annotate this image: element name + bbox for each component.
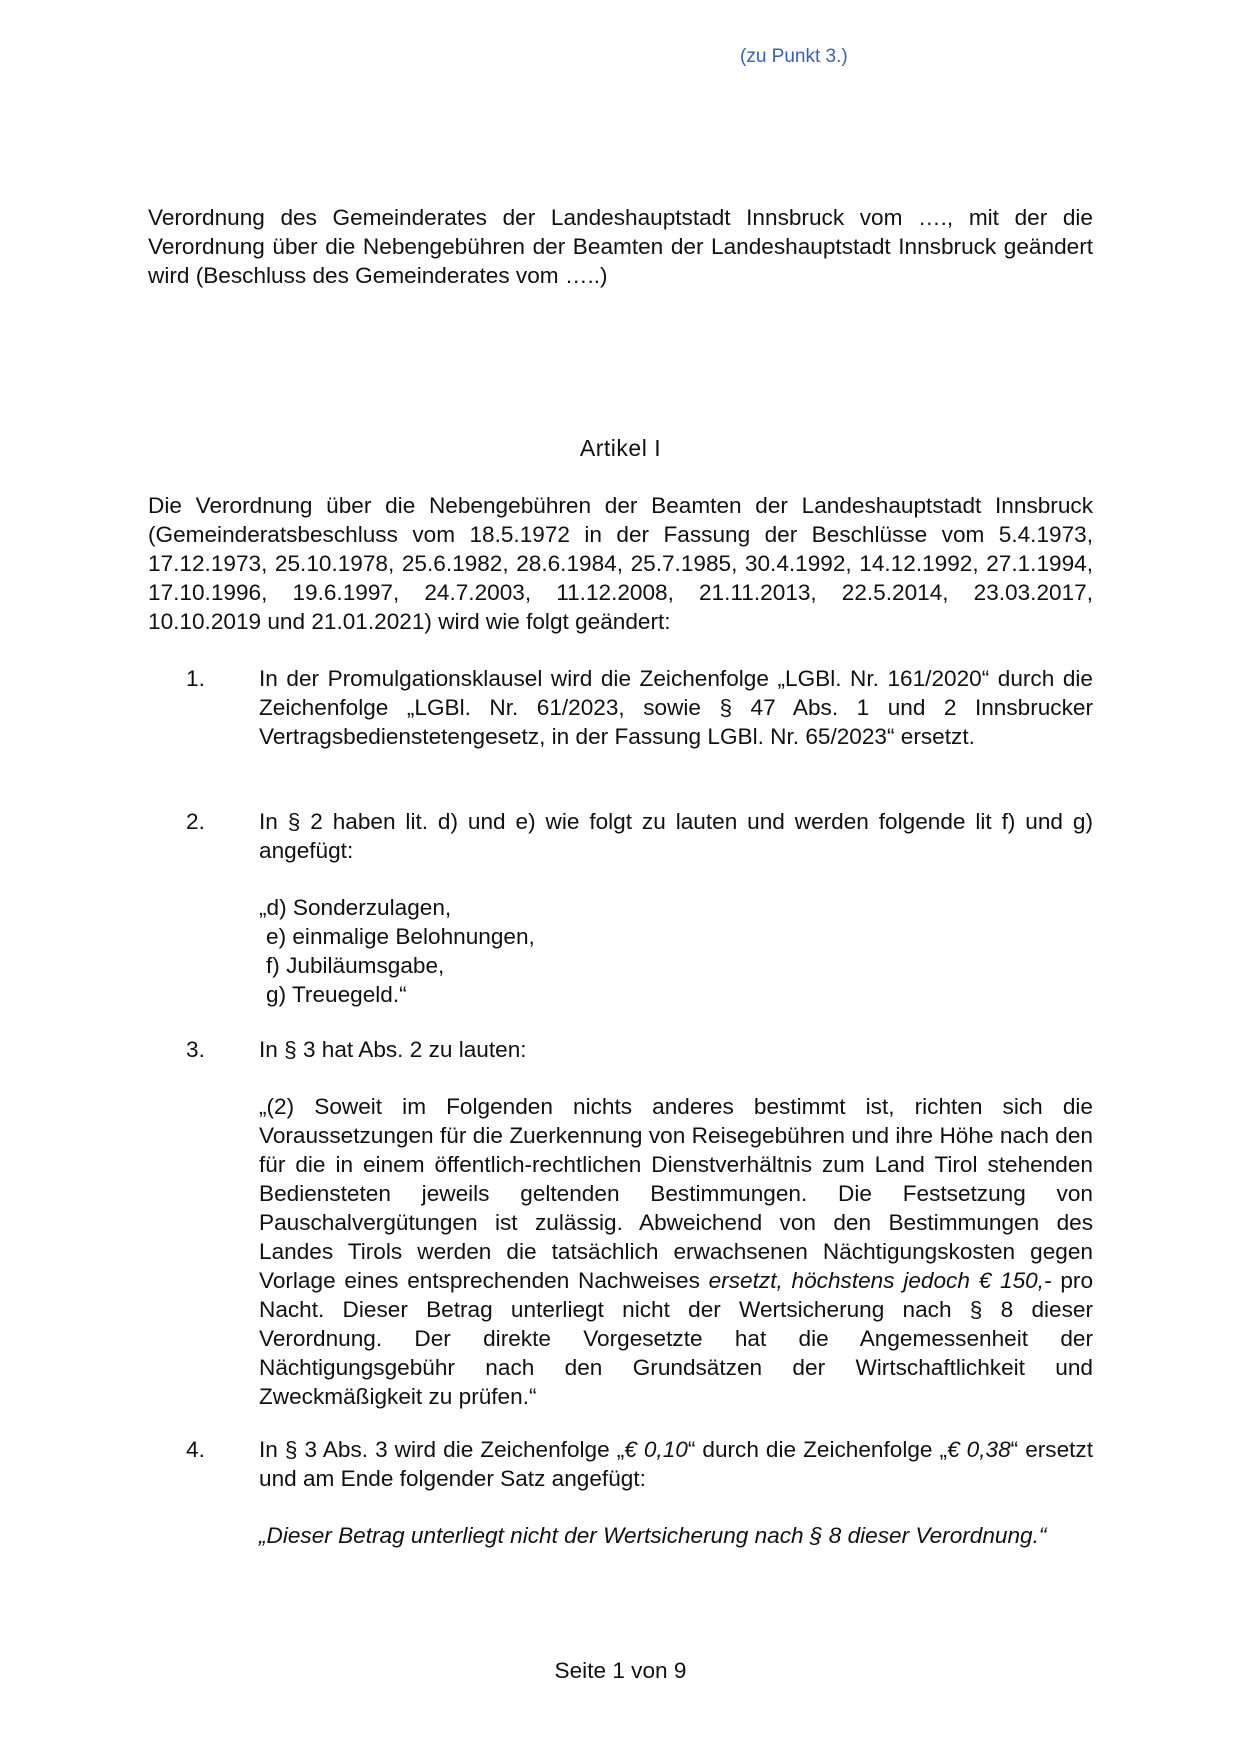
quote-text: „(2) Soweit im Folgenden nichts anderes bestimmt ist, richten sich die Voraussetzungen für die Zuerkennung von Reisegebühren und ihre Höhe nach den für die in einem öffentlich-rechtlichen Dienstverhältnis zum Land Tirol stehenden Bediensteten jeweils geltenden Bestimmungen. Die Festsetzung von Pauschalvergütungen ist zulässig. Abweichend von den Bestimmungen des Landes Tirols werden die tatsächlich erwachsenen Nächtigungskosten gegen Vorlage eines entsprechenden Nachweises [259, 1094, 1093, 1293]
ordinance-title: Verordnung des Gemeinderates der Landeshauptstadt Innsbruck vom …., mit der die Verordnung über die Nebengebühren der Beamten der Landeshauptstadt Innsbruck geändert wird (Beschluss des Gemeinderates vom …..) [148, 205, 1093, 288]
lit-g: g) Treuegeld.“ [266, 982, 407, 1007]
quote-text-end: pro Nacht. Dieser Betrag unterliegt nicht der Wertsicherung nach § 8 dieser Verordnung. Der direkte Vorgesetzte hat die Angemessenheit der Nächtigungsgebühr nach den Grundsätzen der Wirtschaftlichkeit und Zweckmäßigkeit zu prüfen.“ [259, 1268, 1094, 1409]
page-number: Seite 1 von 9 [554, 1658, 687, 1683]
lit-list [259, 893, 1093, 1009]
new-amount: € 0,38 [947, 1437, 1011, 1462]
lit-e: e) einmalige Belohnungen, [266, 924, 535, 949]
article-heading: Artikel I [579, 435, 662, 461]
quoted-sentence: „Dieser Betrag unterliegt nicht der Wertsicherung nach § 8 dieser Verordnung.“ [259, 1523, 1047, 1548]
quote-italic-text: ersetzt, höchstens jedoch € 150,- [708, 1268, 1052, 1293]
list-item-text: In der Promulgationsklausel wird die Zeichenfolge „LGBl. Nr. 161/2020“ durch die Zeichenfolge „LGBl. Nr. 61/2023, sowie § 47 Abs. 1 und 2 Innsbrucker Vertragsbedienstetengesetz, in der Fassung LGBl. Nr. 65/2023“ ersetzt. [259, 666, 1093, 749]
list-item-number: 3. [186, 1037, 205, 1062]
lit-d: „d) Sonderzulagen, [259, 895, 452, 920]
list-item-text: In § 3 Abs. 3 wird die Zeichenfolge „€ 0,10“ durch die Zeichenfolge „€ 0,38“ ersetzt und am Ende folgender Satz angefügt: [259, 1437, 1094, 1491]
list-item-number: 4. [186, 1437, 205, 1462]
list-item-text: In § 2 haben lit. d) und e) wie folgt zu lauten und werden folgende lit f) und g) angefügt: [259, 809, 1093, 863]
list-item-number: 2. [186, 809, 205, 834]
list-item-number: 1. [186, 666, 205, 691]
article-intro: Die Verordnung über die Nebengebühren der Beamten der Landeshauptstadt Innsbruck (Gemeinderatsbeschluss vom 18.5.1972 in der Fassung der Beschlüsse vom 5.4.1973, 17.12.1973, 25.10.1978, 25.6.1982, 28.6.1984, 25.7.1985, 30.4.1992, 14.12.1992, 27.1.1994, 17.10.1996, 19.6.1997, 24.7.2003, 11.12.2008, 21.11.2013, 22.5.2014, 23.03.2017, 10.10.2019 und 21.01.2021) wird wie folgt geändert: [148, 493, 1093, 634]
quoted-paragraph-2 [259, 1092, 1093, 1411]
list-item-text: In § 3 hat Abs. 2 zu lauten: [259, 1037, 527, 1062]
lit-f: f) Jubiläumsgabe, [266, 953, 445, 978]
agenda-item-note: (zu Punkt 3.) [740, 46, 848, 67]
old-amount: € 0,10 [624, 1437, 688, 1462]
